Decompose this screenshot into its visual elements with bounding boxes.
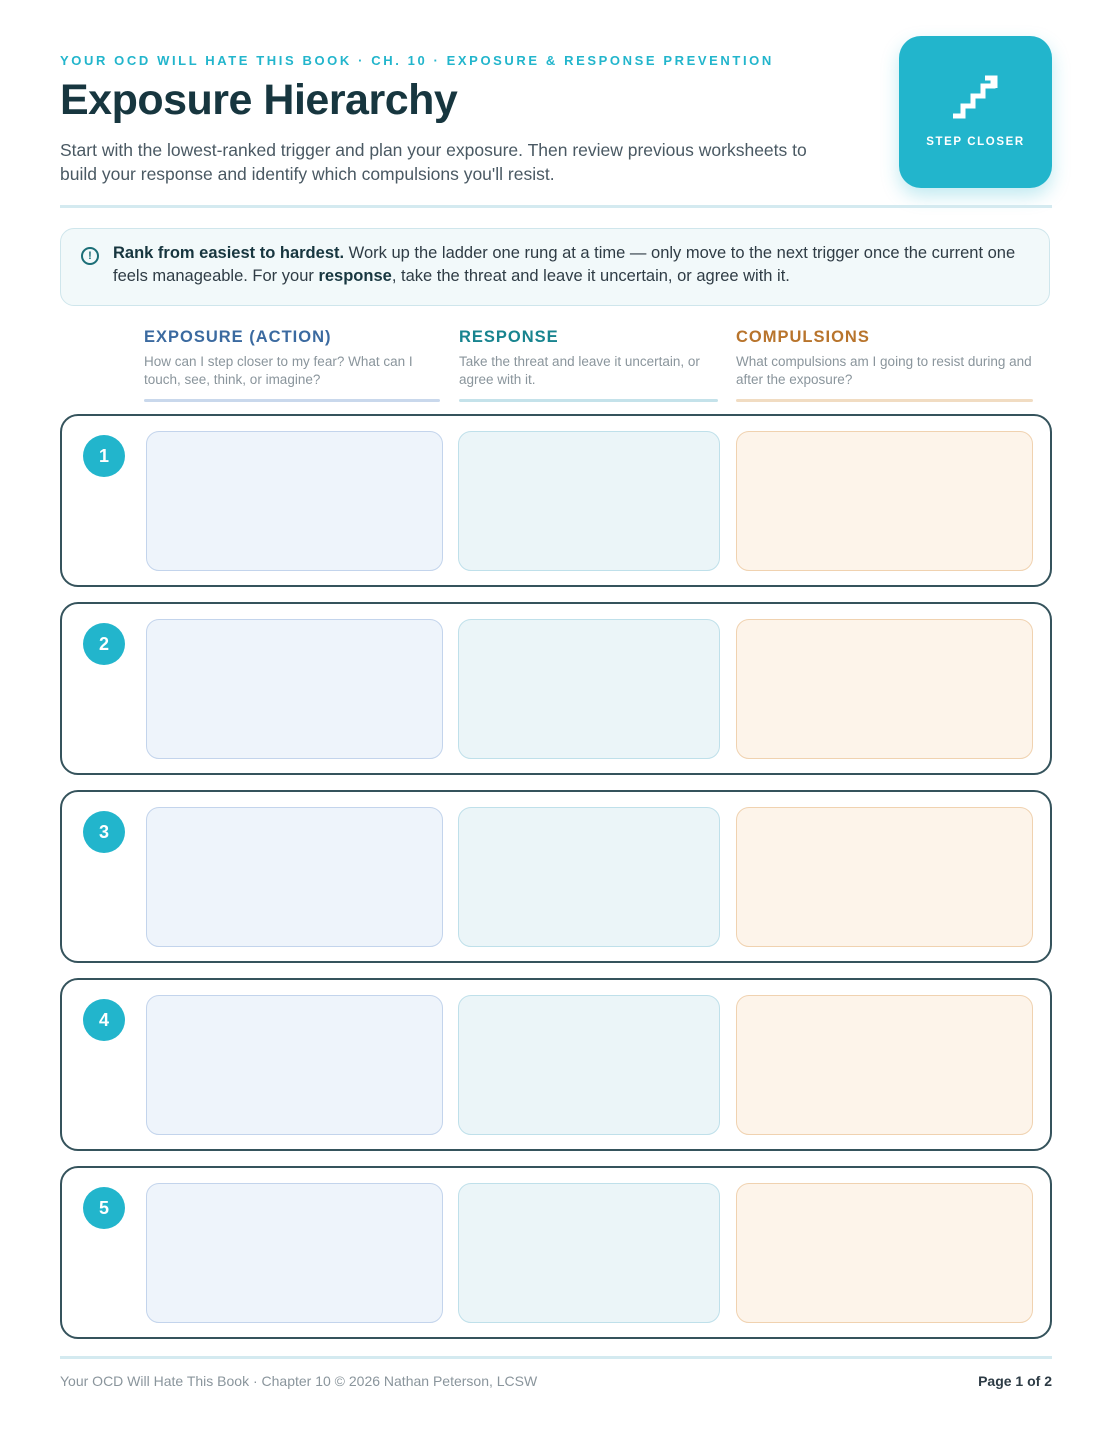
column-title-exposure: EXPOSURE (ACTION) [144, 328, 332, 346]
compulsions-input-box[interactable] [736, 807, 1033, 947]
rank-number-badge: 5 [83, 1187, 125, 1229]
exposure-input-box[interactable] [146, 431, 443, 571]
rank-number-badge: 2 [83, 623, 125, 665]
rank-number-badge: 1 [83, 435, 125, 477]
response-input-box[interactable] [458, 431, 720, 571]
column-title-response: RESPONSE [459, 328, 559, 346]
hierarchy-row-4 [60, 978, 1052, 1151]
column-header-response [459, 328, 718, 389]
callout-bold-lead: Rank from easiest to hardest. [113, 244, 345, 262]
chapter-eyebrow: YOUR OCD WILL HATE THIS BOOK · CH. 10 · EXPOSURE & RESPONSE PREVENTION [60, 53, 774, 68]
badge-label: STEP CLOSER [926, 136, 1025, 148]
page-title: Exposure Hierarchy [60, 76, 458, 124]
callout-text-1: Work up the ladder one rung at a time — only move to the next trigger once the current one feels manageable. For your [113, 244, 1016, 285]
hierarchy-row-3 [60, 790, 1052, 963]
response-input-box[interactable] [458, 619, 720, 759]
callout-text [113, 242, 1038, 288]
exposure-input-box[interactable] [146, 1183, 443, 1323]
step-closer-badge [899, 36, 1052, 188]
response-input-box[interactable] [458, 807, 720, 947]
column-header-exposure [144, 328, 440, 389]
column-header-compulsions [736, 328, 1033, 389]
header-divider [60, 205, 1052, 208]
rank-number-badge: 4 [83, 999, 125, 1041]
rank-number-badge: 3 [83, 811, 125, 853]
hierarchy-row-5 [60, 1166, 1052, 1339]
compulsions-input-box[interactable] [736, 1183, 1033, 1323]
exposure-input-box[interactable] [146, 995, 443, 1135]
column-underline-compulsions [736, 399, 1033, 402]
column-underline-response [459, 399, 718, 402]
page-subtitle: Start with the lowest-ranked trigger and plan your exposure. Then review previous worksheets to build your response and identify which compulsions you'll resist. [60, 140, 807, 184]
compulsions-input-box[interactable] [736, 995, 1033, 1135]
callout-bold-word: response [318, 267, 392, 285]
response-input-box[interactable] [458, 1183, 720, 1323]
column-desc-compulsions: What compulsions am I going to resist during and after the exposure? [736, 354, 1032, 387]
hierarchy-row-2 [60, 602, 1052, 775]
response-input-box[interactable] [458, 995, 720, 1135]
compulsions-input-box[interactable] [736, 619, 1033, 759]
hierarchy-row-1 [60, 414, 1052, 587]
instruction-callout [60, 228, 1050, 306]
footer-copyright: Your OCD Will Hate This Book · Chapter 10 © 2026 Nathan Peterson, LCSW [60, 1373, 538, 1389]
exposure-input-box[interactable] [146, 807, 443, 947]
column-underline-exposure [144, 399, 440, 402]
column-desc-response: Take the threat and leave it uncertain, or agree with it. [459, 354, 700, 387]
stairs-up-icon [949, 72, 1003, 122]
info-circle-icon: ! [81, 247, 99, 265]
page-number: Page 1 of 2 [978, 1373, 1052, 1389]
callout-text-2: , take the threat and leave it uncertain, or agree with it. [391, 267, 790, 285]
column-desc-exposure: How can I step closer to my fear? What can I touch, see, think, or imagine? [144, 354, 413, 387]
exposure-input-box[interactable] [146, 619, 443, 759]
column-title-compulsions: COMPULSIONS [736, 328, 870, 346]
compulsions-input-box[interactable] [736, 431, 1033, 571]
footer-divider [60, 1356, 1052, 1359]
